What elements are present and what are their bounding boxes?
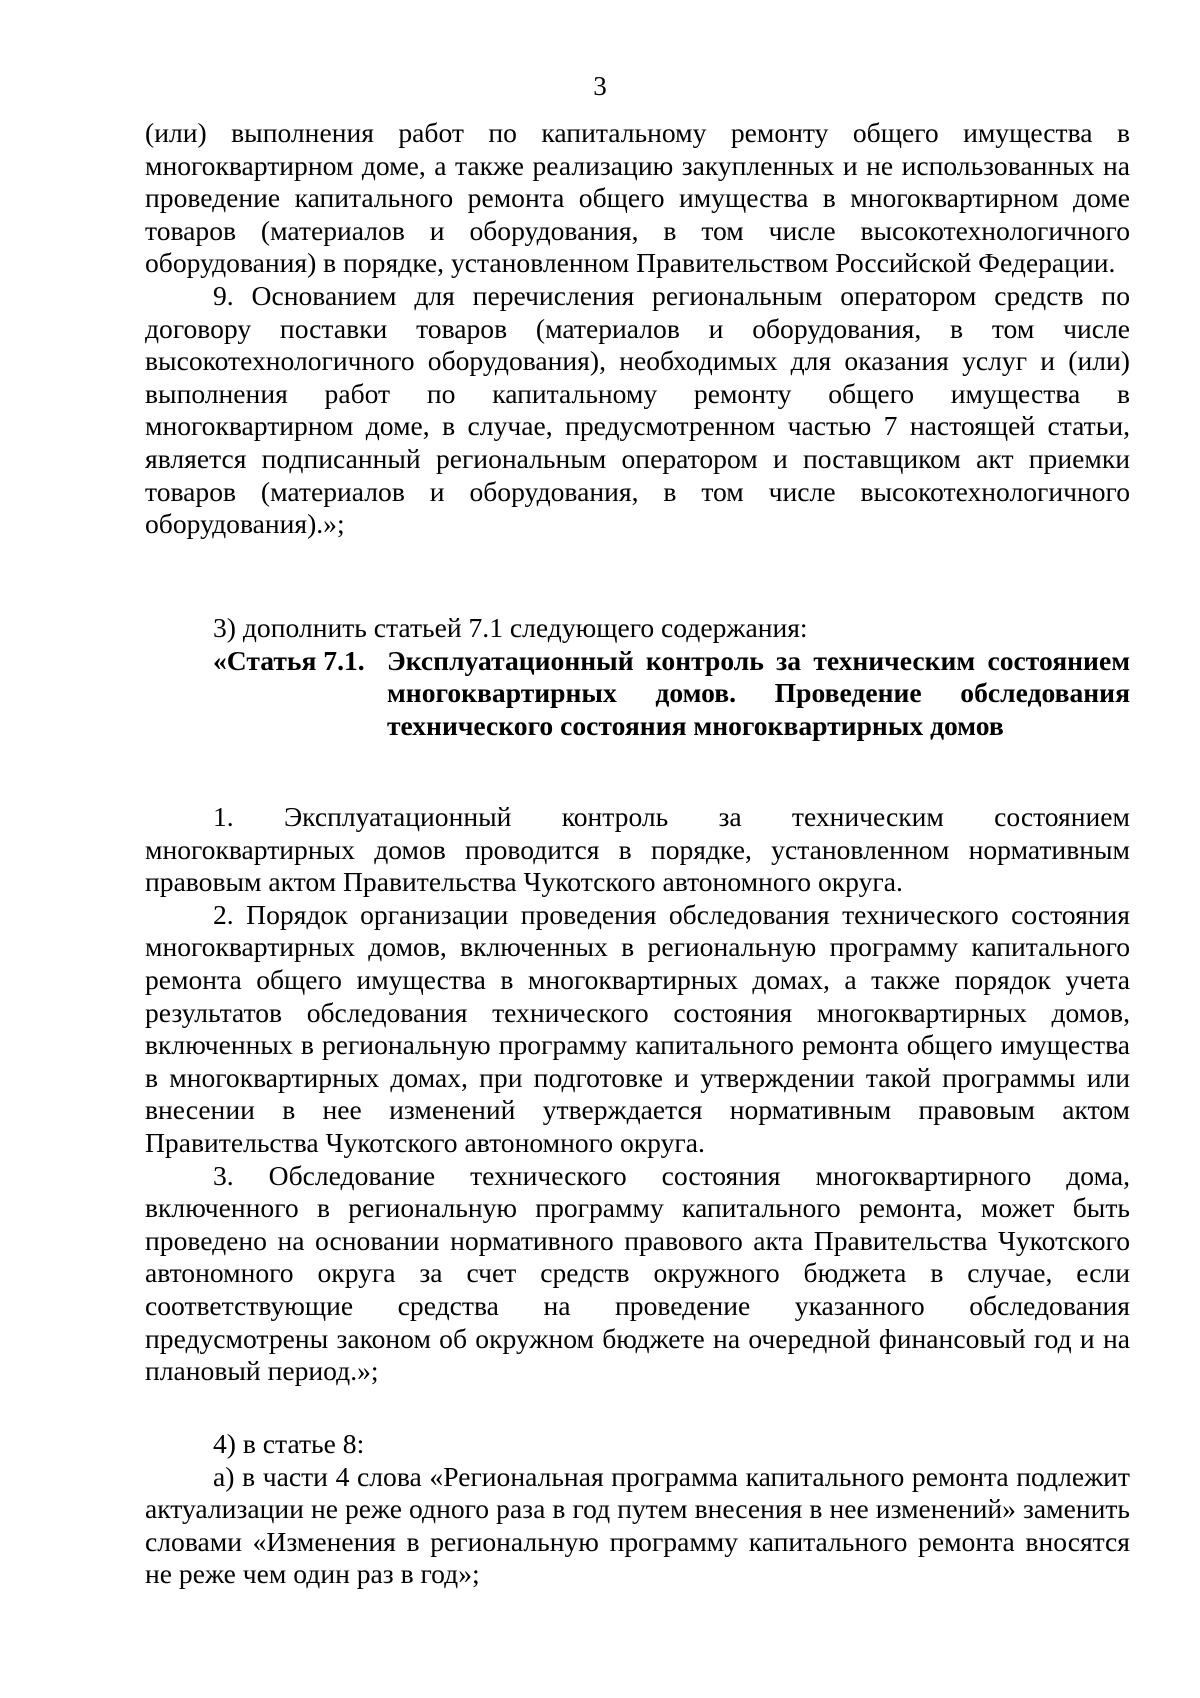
article-paragraph-3: 3. Обследование технического состояния многоквартирного дома, включенного в региональную программу капитального ремонта, может быть проведено на основании нормативного правового акта Правительства Чукотского автономного округа за счет средств окружного бюджета в случае, если соответствующие средства на проведение указанного обследования предусмотрены законом об окружном бюджете на очередной финансовый год и на плановый период.»; — [145, 1159, 1130, 1387]
amendment-3-block — [145, 612, 1130, 742]
page-number: 3 — [593, 71, 607, 101]
article-title: Эксплуатационный контроль за техническим состоянием многоквартирных домов. Проведение обследования технического состояния многоквартирных домов — [387, 644, 1130, 741]
amendment-4-block — [145, 1428, 1130, 1591]
amendment-3-intro: 3) дополнить статьей 7.1 следующего содержания: — [213, 612, 808, 643]
amendment-4-item-a: а) в части 4 слова «Региональная программа капитального ремонта подлежит актуализации не реже одного раза в год путем внесения в нее изменений» заменить словами «Изменения в региональную программу капитального ремонта вносятся не реже чем один раз в год»; — [145, 1460, 1130, 1590]
amendment-4-intro: 4) в статье 8: — [213, 1428, 365, 1459]
article-paragraph-1: 1. Эксплуатационный контроль за техническим состоянием многоквартирных домов проводится в порядке, установленном нормативным правовым актом Правительства Чукотского автономного округа. — [145, 801, 1130, 898]
article-number: «Статья 7.1. — [213, 644, 365, 676]
paragraph-continuation: (или) выполнения работ по капитальному ремонту общего имущества в многоквартирном доме, а также реализацию закупленных и не использованных на проведение капитального ремонта общего имущества в многоквартирном доме товаров (материалов и оборудования, в том числе высокотехнологичного оборудования) в порядке, установленном Правительством Российской Федерации. — [145, 117, 1130, 279]
article-paragraph-2: 2. Порядок организации проведения обследования технического состояния многоквартирных домов, включенных в региональную программу капитального ремонта общего имущества в многоквартирных домах, а также порядок учета результатов обследования технического состояния многоквартирных домов, включенных в региональную программу капитального ремонта общего имущества в многоквартирных домах, при подготовке и утверждении такой программы или внесении в нее изменений утверждается нормативным правовым актом Правительства Чукотского автономного округа. — [145, 898, 1130, 1158]
paragraph-clause-9: 9. Основанием для перечисления региональным оператором средств по договору поставки товаров (материалов и оборудования, в том числе высокотехнологичного оборудования), необходимых для оказания услуг и (или) выполнения работ по капитальному ремонту общего имущества в многоквартирном доме, в случае, предусмотренном частью 7 настоящей статьи, является подписанный региональным оператором и поставщиком акт приемки товаров (материалов и оборудования, в том числе высокотехнологичного оборудования).»; — [145, 279, 1130, 540]
article-heading — [145, 645, 1130, 743]
article-body — [145, 801, 1130, 1388]
continuation-block — [145, 117, 1130, 541]
